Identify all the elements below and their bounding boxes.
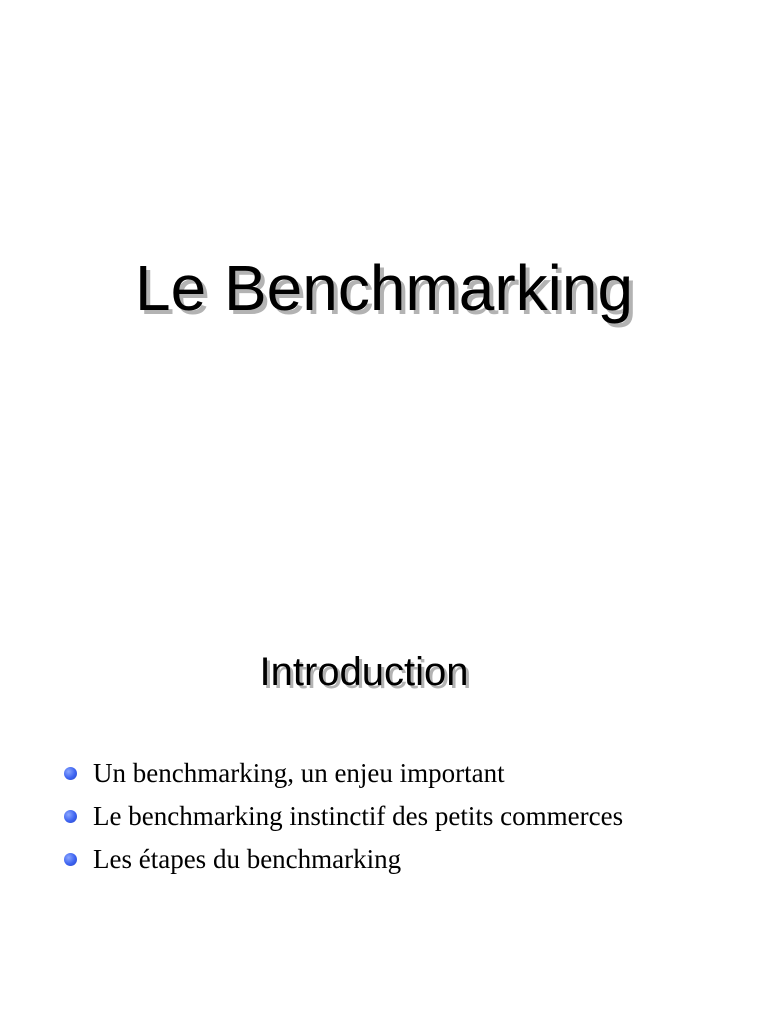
main-title: Le Benchmarking [134,252,634,324]
bullet-text: Un benchmarking, un enjeu important [93,758,505,788]
list-item [64,752,623,795]
bullet-list [64,752,623,881]
section-title: Introduction [259,650,469,694]
bullet-dot-icon [64,810,77,823]
bullet-dot-icon [64,853,77,866]
list-item [64,795,623,838]
bullet-text: Les étapes du benchmarking [93,844,402,874]
bullet-dot-icon [64,767,77,780]
list-item [64,838,623,881]
bullet-text: Le benchmarking instinctif des petits commerces [93,801,624,831]
